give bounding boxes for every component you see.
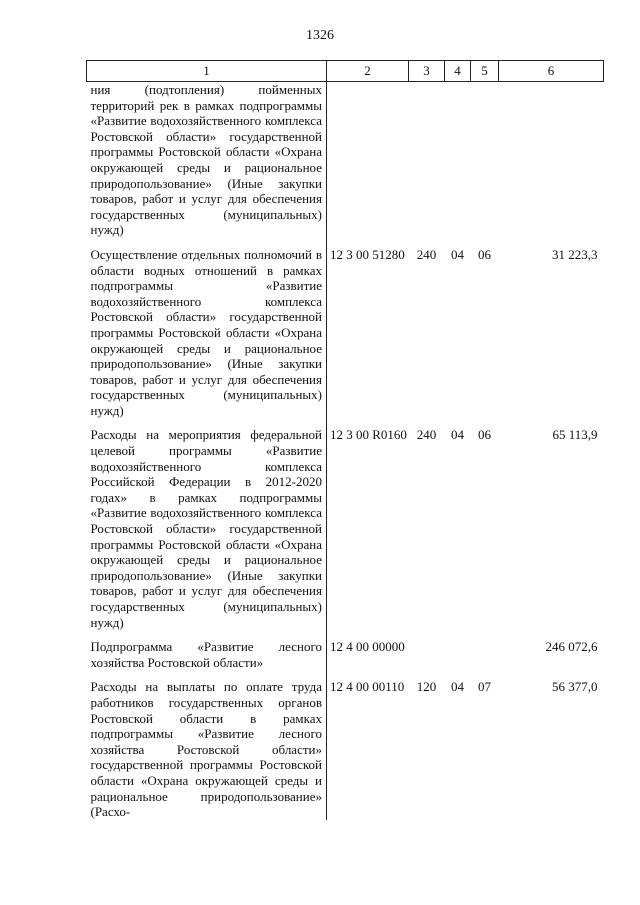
table-row bbox=[87, 630, 604, 670]
row-pr: 06 bbox=[478, 246, 491, 262]
budget-table bbox=[86, 60, 604, 820]
row-pr: 07 bbox=[478, 679, 491, 695]
table-header-row bbox=[87, 61, 604, 82]
row-name: Расходы на выплаты по оплате труда работников государственных органов Ростовской области в рамках подпрограммы «Развитие лесного хозяйства Ростовской области» государственной программы Ростовской области «Охрана окружающей среды и рациональное природопользование» (Расхо- bbox=[87, 670, 327, 819]
row-vr: 240 bbox=[416, 246, 437, 262]
row-amount: 56 377,0 bbox=[552, 679, 598, 695]
header-col-2: 2 bbox=[327, 61, 409, 82]
header-col-1: 1 bbox=[87, 61, 327, 82]
table-row bbox=[87, 82, 604, 238]
row-rz bbox=[445, 82, 471, 238]
row-code: 12 3 00 51280 bbox=[330, 246, 405, 262]
row-code: 12 3 00 R0160 bbox=[330, 427, 407, 443]
row-vr bbox=[409, 82, 445, 238]
row-code: 12 4 00 00000 bbox=[330, 639, 405, 655]
header-col-3: 3 bbox=[409, 61, 445, 82]
row-rz: 04 bbox=[451, 679, 464, 695]
header-col-4: 4 bbox=[445, 61, 471, 82]
row-rz: 04 bbox=[451, 246, 464, 262]
table-row bbox=[87, 670, 604, 819]
row-pr bbox=[471, 82, 499, 238]
table-row bbox=[87, 238, 604, 419]
row-amount: 246 072,6 bbox=[545, 639, 598, 655]
row-pr: 06 bbox=[478, 427, 491, 443]
row-name: Расходы на мероприятия федеральной целевой программы «Развитие водохозяйственного комплекса Российской Федерации в 2012-2020 годах» в рамках подпрограммы «Развитие водохозяйственного комплекса Ростовской области» государственной программы Ростовской области «Охрана окружающей среды и рациональное природопользование» (Иные закупки товаров, работ и услуг для обеспечения государственных (муниципальных) нужд) bbox=[87, 418, 327, 630]
row-name: Подпрограмма «Развитие лесного хозяйства Ростовской области» bbox=[87, 630, 327, 670]
row-rz: 04 bbox=[451, 427, 464, 443]
row-vr: 240 bbox=[416, 427, 437, 443]
row-vr: 120 bbox=[416, 679, 437, 695]
row-name: Осуществление отдельных полномочий в области водных отношений в рамках подпрограммы «Развитие водохозяйственного комплекса Ростовской области» государственной программы Ростовской области «Охрана окружающей среды и рациональное природопользование» (Иные закупки товаров, работ и услуг для обеспечения государственных (муниципальных) нужд) bbox=[87, 238, 327, 419]
row-code: 12 4 00 00110 bbox=[330, 679, 405, 695]
row-name: ния (подтопления) пойменных территорий рек в рамках подпрограммы «Развитие водохозяйственного комплекса Ростовской области» государственной программы Ростовской области «Охрана окружающей среды и рациональное природопользование» (Иные закупки товаров, работ и услуг для обеспечения государственных (муниципальных) нужд) bbox=[87, 82, 327, 238]
header-col-5: 5 bbox=[471, 61, 499, 82]
row-rz bbox=[445, 630, 471, 670]
row-code bbox=[327, 82, 409, 238]
page-number: 1326 bbox=[306, 28, 334, 43]
row-vr bbox=[409, 630, 445, 670]
row-amount: 65 113,9 bbox=[552, 427, 598, 443]
row-pr bbox=[471, 630, 499, 670]
row-amount: 31 223,3 bbox=[552, 246, 598, 262]
header-col-6: 6 bbox=[499, 61, 604, 82]
row-amount bbox=[499, 82, 604, 238]
table-row bbox=[87, 418, 604, 630]
